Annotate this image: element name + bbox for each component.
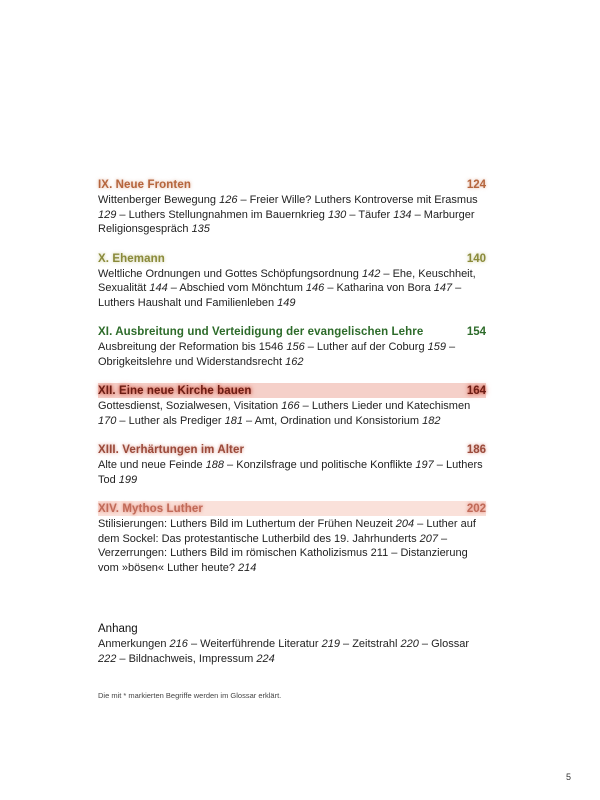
page-reference: 156 — [286, 341, 305, 353]
chapter-page-number: 202 — [466, 503, 486, 515]
page-reference: 220 — [400, 638, 419, 650]
chapter-title: XIII. Verhärtungen im Alter — [98, 444, 245, 456]
chapter-page-number: 164 — [466, 385, 486, 397]
chapter-contents — [98, 340, 486, 369]
table-of-contents — [98, 177, 486, 589]
section-text: Gottesdienst, Sozialwesen, Visitation — [98, 400, 282, 412]
chapter-12 — [98, 383, 486, 428]
chapter-title: XI. Ausbreitung und Verteidigung der evangelischen Lehre — [98, 326, 424, 338]
chapter-page-number: 154 — [466, 326, 486, 338]
page-reference: 170 — [98, 414, 117, 427]
chapter-page-number: 186 — [466, 444, 486, 456]
page-reference: 207 — [419, 532, 438, 545]
section-text: Wittenberger Bewegung — [98, 194, 220, 206]
chapter-13 — [98, 442, 486, 487]
appendix-title: Anhang — [98, 623, 138, 635]
chapter-heading[interactable] — [98, 251, 486, 266]
chapter-heading[interactable] — [98, 442, 486, 457]
section-text: – Luthers Stellungnahmen im Bauernkrieg — [116, 208, 328, 221]
page-reference: 182 — [422, 414, 441, 427]
page-reference: 204 — [395, 518, 415, 530]
section-text: – Luthers Haushalt und Familienleben — [98, 282, 462, 309]
section-text: – Luther auf dem Sockel: Das protestantische Lutherbild des 19. Jahrhunderts — [98, 518, 476, 545]
chapter-title: X. Ehemann — [98, 252, 165, 265]
page-number: 5 — [566, 772, 572, 782]
section-text: – Obrigkeitslehre und Widerstandsrecht — [98, 341, 456, 368]
page-reference: 142 — [361, 267, 381, 280]
chapter-heading[interactable] — [98, 177, 486, 192]
page-reference: 219 — [321, 638, 340, 650]
page-reference: 162 — [285, 355, 304, 368]
chapter-contents — [98, 267, 486, 311]
section-text: Stilisierungen: Luthers Bild im Luthertum der Frühen Neuzeit — [98, 518, 396, 530]
section-text: – Katharina von Bora — [324, 282, 434, 294]
chapter-14 — [98, 501, 486, 575]
page-reference: 216 — [169, 638, 188, 650]
chapter-heading[interactable] — [98, 383, 486, 398]
section-text: Anmerkungen — [98, 638, 170, 650]
chapter-title: XII. Eine neue Kirche bauen — [98, 385, 252, 397]
section-text: – Glossar — [418, 638, 469, 650]
section-text: – Verzerrungen: Luthers Bild im römischen Katholizismus 211 – Distanzierung vom »bösen« Luther heute? — [98, 532, 468, 574]
page-reference: 129 — [98, 208, 117, 221]
chapter-title: XIV. Mythos Luther — [98, 503, 203, 515]
page-reference: 224 — [256, 652, 275, 665]
page-reference: 130 — [327, 208, 347, 221]
section-text: Ausbreitung der Reformation bis 1546 — [98, 341, 287, 353]
section-text: – Amt, Ordination und Konsistorium — [242, 414, 423, 427]
section-text: – Abschied vom Mönchtum — [167, 282, 306, 294]
chapter-contents — [98, 517, 486, 575]
page-reference: 159 — [427, 341, 446, 353]
appendix-section — [98, 623, 486, 666]
page-reference: 197 — [415, 459, 434, 471]
section-text: Alte und neue Feinde — [98, 459, 206, 471]
glossary-note: Die mit * markierten Begriffe werden im Glossar erklärt. — [98, 691, 282, 700]
section-text: – Luthers Lieder und Katechismen — [299, 400, 471, 412]
chapter-heading[interactable] — [98, 324, 486, 339]
page-reference: 214 — [238, 561, 257, 574]
section-text: Weltliche Ordnungen und Gottes Schöpfungsordnung — [98, 267, 362, 280]
page-reference: 149 — [277, 296, 296, 309]
page-reference: 147 — [433, 282, 453, 294]
section-text: – Luther als Prediger — [116, 414, 225, 427]
page-reference: 199 — [118, 473, 138, 486]
page-reference: 181 — [224, 414, 243, 427]
chapter-heading[interactable] — [98, 501, 486, 516]
page-reference: 146 — [305, 282, 325, 294]
chapter-10 — [98, 251, 486, 311]
chapter-page-number: 124 — [466, 179, 486, 191]
section-text: – Luthers Tod — [98, 459, 483, 486]
chapter-page-number: 140 — [466, 252, 486, 265]
appendix-contents — [98, 637, 486, 666]
page-reference: 135 — [191, 223, 210, 235]
chapter-11 — [98, 324, 486, 369]
chapter-contents — [98, 193, 486, 237]
section-text: – Marburger Religionsgespräch — [98, 208, 475, 235]
section-text: – Zeitstrahl — [339, 638, 401, 650]
section-text: – Ehe, Keuschheit, Sexualität — [98, 267, 476, 294]
section-text: – Freier Wille? Luthers Kontroverse mit Erasmus — [237, 194, 478, 206]
section-text: – Bildnachweis, Impressum — [116, 652, 257, 665]
page-reference: 188 — [205, 459, 224, 471]
page-reference: 166 — [281, 400, 300, 412]
section-text: – Konzilsfrage und politische Konflikte — [224, 459, 416, 471]
section-text: – Täufer — [346, 208, 394, 221]
chapter-contents — [98, 458, 486, 487]
page-reference: 222 — [98, 652, 117, 665]
page-reference: 126 — [219, 194, 238, 206]
section-text: – Luther auf der Coburg — [304, 341, 428, 353]
chapter-9 — [98, 177, 486, 237]
page-reference: 144 — [149, 282, 168, 294]
section-text: – Weiterführende Literatur — [187, 638, 322, 650]
page-reference: 134 — [393, 208, 412, 221]
chapter-contents — [98, 399, 486, 428]
chapter-title: IX. Neue Fronten — [98, 179, 191, 191]
